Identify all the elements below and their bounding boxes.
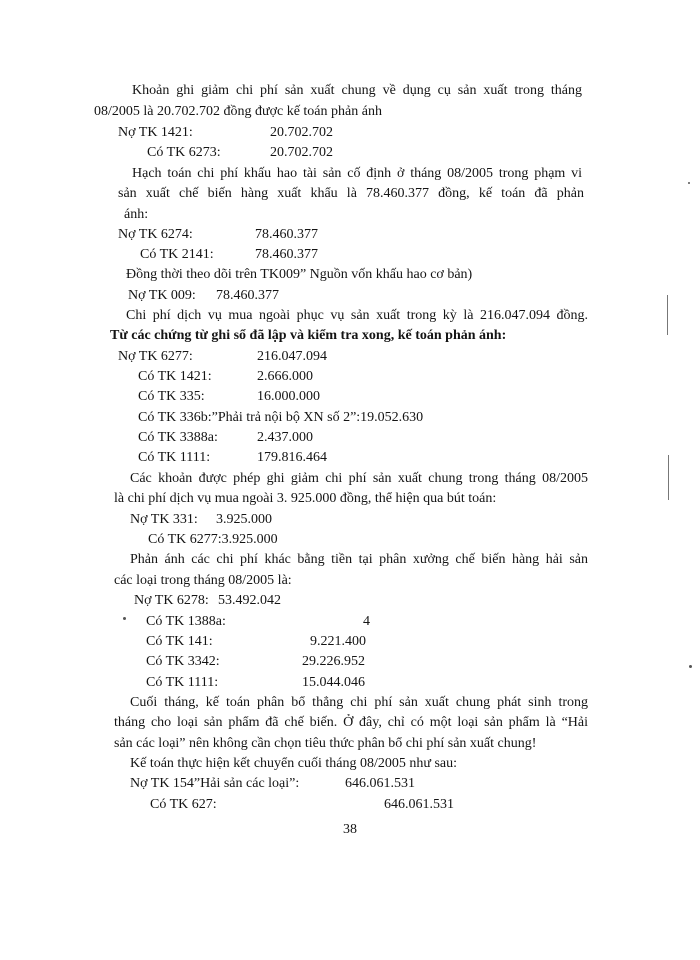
amount-value: 53.492.042 bbox=[218, 593, 281, 608]
account-label: Có TK 3342: bbox=[146, 654, 220, 669]
account-label: Có TK 141: bbox=[146, 634, 213, 649]
text-line: Khoản ghi giảm chi phí sản xuất chung về dụng cụ sản xuất trong tháng bbox=[132, 83, 582, 98]
amount-value: 646.061.531 bbox=[345, 776, 415, 791]
scan-speck bbox=[689, 665, 692, 668]
amount-value: 20.702.702 bbox=[270, 145, 333, 160]
text-line: 08/2005 là 20.702.702 đồng được kế toán phản ánh bbox=[94, 104, 382, 119]
account-label: Có TK 6277:3.925.000 bbox=[148, 532, 278, 547]
text-line: Phản ánh các chi phí khác bằng tiền tại phân xưởng chế biến hàng hải sản bbox=[130, 552, 588, 567]
text-line: tháng cho loại sản phẩm đã chế biến. Ở đây, chỉ có một loại sản phẩm là “Hải bbox=[114, 715, 588, 730]
text-line: Chi phí dịch vụ mua ngoài phục vụ sản xuất trong kỳ là 216.047.094 đồng. bbox=[126, 308, 588, 323]
scan-speck bbox=[123, 617, 126, 620]
text-line: ánh: bbox=[124, 207, 149, 222]
account-label: Có TK 2141: bbox=[140, 247, 214, 262]
amount-value: 216.047.094 bbox=[257, 349, 327, 364]
amount-value: 9.221.400 bbox=[310, 634, 366, 649]
account-label: Có TK 1111: bbox=[146, 675, 219, 690]
text-line: là chi phí dịch vụ mua ngoài 3. 925.000 đồng, thể hiện qua bút toán: bbox=[114, 491, 497, 506]
text-line: sản các loại” nên không cần chọn tiêu thức phân bổ chi phí sản xuất chung! bbox=[114, 736, 537, 751]
account-label: Nợ TK 6274: bbox=[118, 227, 193, 242]
account-label: Có TK 335: bbox=[138, 389, 205, 404]
account-label: Có TK 1111: bbox=[138, 450, 211, 465]
amount-value: 15.044.046 bbox=[302, 675, 365, 690]
text-line: Kế toán thực hiện kết chuyển cuối tháng 08/2005 như sau: bbox=[130, 756, 457, 771]
page-number: 38 bbox=[343, 822, 357, 837]
account-label: Có TK 336b:”Phải trả nội bộ XN số 2”:19.052.630 bbox=[138, 410, 424, 425]
text-line: Đồng thời theo dõi trên TK009” Nguồn vốn khấu hao cơ bản) bbox=[126, 267, 473, 282]
account-label: Có TK 1421: bbox=[138, 369, 212, 384]
amount-value: 29.226.952 bbox=[302, 654, 365, 669]
amount-value: 20.702.702 bbox=[270, 125, 333, 140]
amount-value: 16.000.000 bbox=[257, 389, 320, 404]
amount-value: 646.061.531 bbox=[384, 797, 454, 812]
amount-value: 78.460.377 bbox=[216, 288, 279, 303]
amount-value: 2.437.000 bbox=[257, 430, 313, 445]
amount-value: 179.816.464 bbox=[257, 450, 327, 465]
scan-edge-mark bbox=[668, 455, 669, 500]
scan-edge-mark bbox=[667, 295, 668, 335]
text-line: Các khoản được phép ghi giảm chi phí sản xuất chung trong tháng 08/2005 bbox=[130, 471, 588, 486]
amount-value: 78.460.377 bbox=[255, 227, 318, 242]
amount-value: 3.925.000 bbox=[216, 512, 272, 527]
account-label: Nợ TK 154”Hải sản các loại”: bbox=[130, 776, 300, 791]
account-label: Nợ TK 6278: bbox=[134, 593, 209, 608]
account-label: Nợ TK 331: bbox=[130, 512, 198, 527]
amount-value: 4 bbox=[363, 614, 370, 629]
account-label: Có TK 1388a: bbox=[146, 614, 226, 629]
account-label: Có TK 627: bbox=[150, 797, 217, 812]
account-label: Nợ TK 6277: bbox=[118, 349, 193, 364]
account-label: Nợ TK 009: bbox=[128, 288, 196, 303]
text-line: các loại trong tháng 08/2005 là: bbox=[114, 573, 292, 588]
text-line: Hạch toán chi phí khấu hao tài sản cố định ở tháng 08/2005 trong phạm vi bbox=[132, 166, 582, 181]
account-label: Có TK 6273: bbox=[147, 145, 221, 160]
text-line: Cuối tháng, kế toán phân bổ thẳng chi phí sản xuất chung phát sinh trong bbox=[130, 695, 588, 710]
amount-value: 78.460.377 bbox=[255, 247, 318, 262]
account-label: Nợ TK 1421: bbox=[118, 125, 193, 140]
scan-speck bbox=[688, 182, 690, 184]
text-line: Từ các chứng từ ghi sổ đã lập và kiểm tra xong, kế toán phản ánh: bbox=[110, 328, 507, 343]
text-line: sản xuất chế biến hàng xuất khẩu là 78.460.377 đồng, kế toán đã phản bbox=[118, 186, 584, 201]
amount-value: 2.666.000 bbox=[257, 369, 313, 384]
account-label: Có TK 3388a: bbox=[138, 430, 218, 445]
